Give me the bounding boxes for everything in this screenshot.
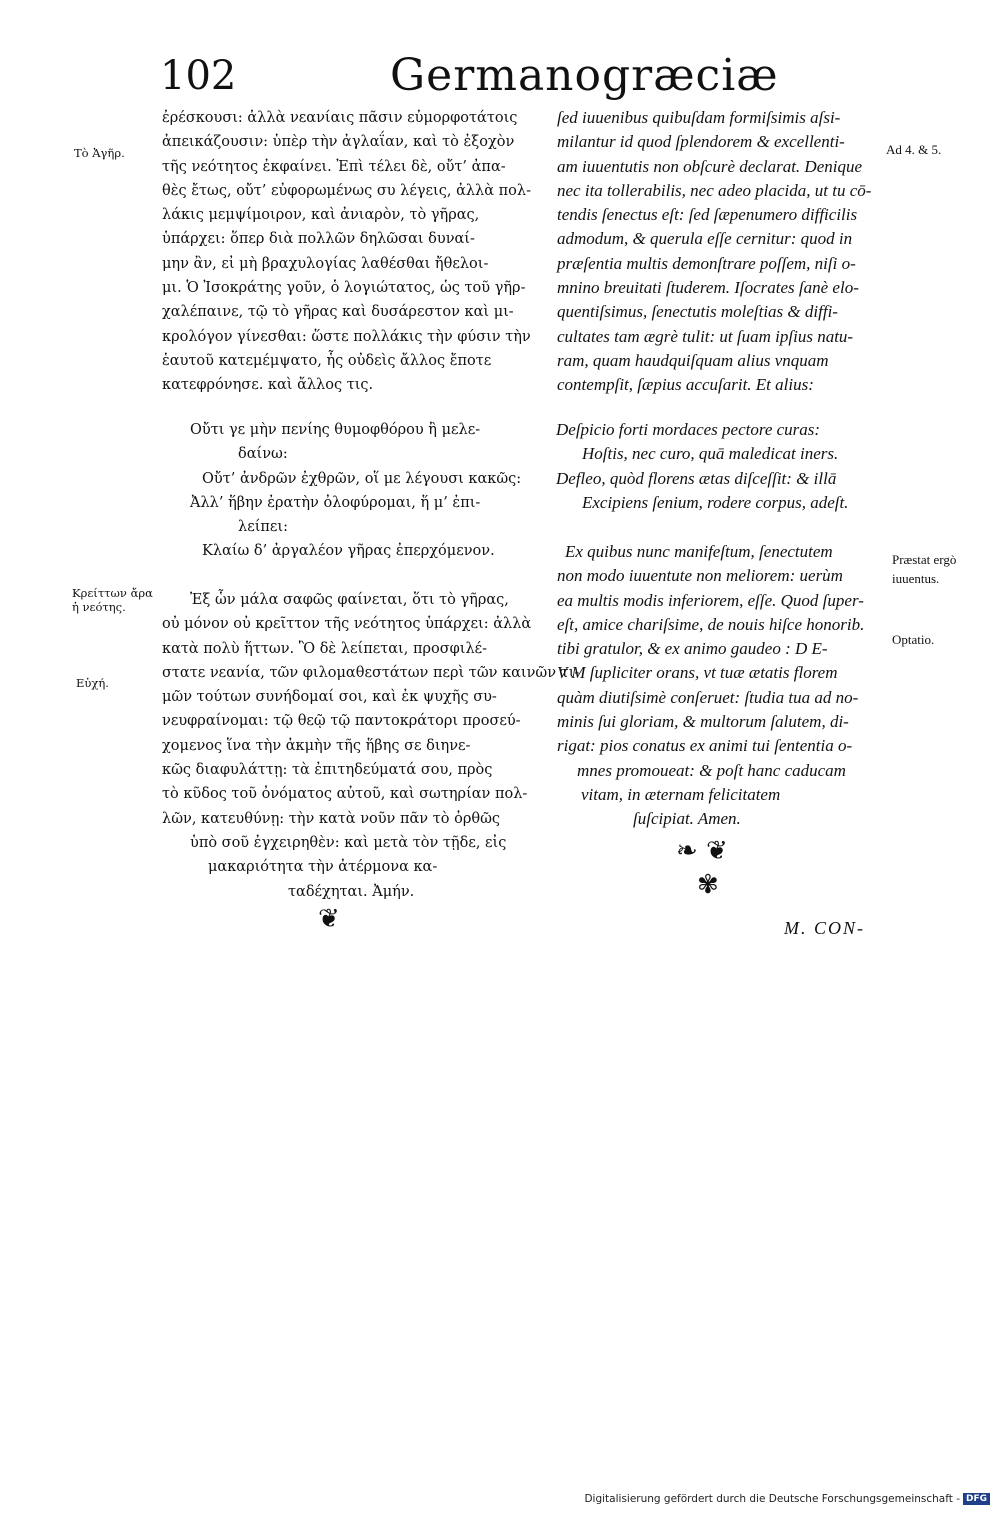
text-line: ſuſcipiat. Amen. [633,809,741,829]
verse-line: Κλαίω δ’ ἀργαλέον γῆρας ἐπερχόμενον. [202,543,495,560]
text-line: ὑπὸ σοῦ ἐγχειρηθὲν: καὶ μετὰ τὸν τῇδε, εἰς [190,834,507,851]
text-line: rigat: pios conatus ex animi tui ſententia o- [557,736,853,756]
text-line: μῶν τούτων συνήδομαί σοι, καὶ ἐκ ψυχῆς συ- [162,689,497,706]
text-line: τὸ κῦδος τοῦ ὀνόματος αὐτοῦ, καὶ σωτηρίαν πολ- [162,786,528,803]
verse-line: Οὔτι γε μὴν πενίης θυμοφθόρου ἢ μελε- [190,422,481,438]
text-line: θὲς ἔτως, οὔτ’ εὐφορωμένως συ λέγεις, ἀλλὰ πολ- [162,182,531,199]
text-line: κρολόγον γίνεσθαι: ὥστε πολλάκις τὴν φύσιν τὴν [162,328,531,345]
text-line: ἐρέσκουσι: ἀλλὰ νεανίαις πᾶσιν εὐμορφοτάτοις [162,110,518,126]
ornament-fleuron: ❧ ❦ [676,836,728,866]
verse-line: λείπει: [238,519,288,536]
margin-note-left-3: Εὐχή. [76,676,109,690]
text-line: χαλέπαινε, τῷ τὸ γῆρας καὶ δυσάρεστον καὶ μι- [162,304,514,321]
catchword: M. CON- [784,918,865,938]
latin-prose-2 [557,540,864,832]
footer-text: Digitalisierung gefördert durch die Deutsche Forschungsgemeinschaft - [584,1493,960,1505]
text-line: eſt, amice chariſsime, de nouis hiſce honorib. [557,614,865,634]
latin-prose-1 [557,106,871,398]
text-line: præſentia multis demonſtrare poſſem, niſi o- [557,253,856,273]
verse-line: Deſpicio forti mordaces pectore curas: [556,420,821,439]
verse-line: Hoſtis, nec curo, quā maledicat iners. [582,444,839,464]
text-line: μι. Ὁ Ἰσοκράτης γοῦν, ὁ λογιώτατος, ὡς τοῦ γῆρ- [162,280,526,297]
text-line: nec ita tollerabilis, nec adeo placida, ut tu cō- [557,180,872,200]
verse-line: Ἀλλ’ ἥβην ἐρατὴν ὀλοφύρομαι, ἥ μ’ ἐπι- [190,494,481,511]
text-line: minis ſui gloriam, & multorum ſalutem, di- [557,712,849,732]
text-line: ea multis modis inferiorem, eſſe. Quod ſuper- [557,590,864,610]
text-line: στατε νεανία, τῶν φιλομαθεστάτων περὶ τῶν καινῶν τι- [162,664,580,681]
text-line: milantur id quod ſplendorem & excellenti- [557,132,845,152]
text-line: ἀπεικάζουσιν: ὑπὲρ τὴν ἀγλαΐαν, καὶ τὸ ἐξοχὸν [162,134,515,151]
greek-verse [190,418,521,564]
text-line: ὑπάρχει: ὅπερ διὰ πολλῶν δηλῶσαι δυναί- [162,231,475,248]
text-line: Ἐξ ὧν μάλα σαφῶς φαίνεται, ὅτι τὸ γῆρας, [190,592,509,608]
margin-note-left-1: Τὸ Ἀγῆρ. [74,146,125,160]
digitization-footer [584,1493,990,1505]
text-line: Ex quibus nunc manifeſtum, ſenectutem [565,542,833,561]
margin-note-left-2: Κρείττων ἄρα ἡ νεότης. [72,586,153,614]
text-line: λῶν, κατευθύνῃ: τὴν κατὰ νοῦν πᾶν τὸ ὀρθῶς [162,810,501,827]
text-line: cultates tam ægrè tulit: ut ſuam ipſius natu- [557,326,854,346]
margin-note-right-1: Ad 4. & 5. [886,142,942,157]
text-line: τῆς νεότητος ἐκφαίνει. Ἐπὶ τέλει δὲ, οὔτ’ ἀπα- [162,158,506,175]
greek-prose-2 [162,588,579,904]
margin-note-right-2a: Præstat ergò [892,552,957,567]
margin-note-right-2b: iuuentus. [892,571,940,586]
text-line: μακαριότητα τὴν ἀτέρμονα κα- [208,859,438,876]
text-line: mnes promoueat: & poſt hanc caducam [577,760,846,780]
running-title: Germanogræciæ [390,50,779,101]
verse-line: Excipiens ſenium, rodere corpus, adeſt. [582,492,849,512]
text-line: κατεφρόνησε. καὶ ἄλλος τις. [162,377,374,394]
text-line: admodum, & querula eſſe cernitur: quod in [557,229,853,249]
text-line: mnino breuitati ſtuderem. Iſocrates ſanè elo- [557,278,859,298]
text-line: non modo iuuentute non meliorem: uerùm [557,566,843,586]
text-line: V M ſupliciter orans, vt tuæ ætatis florem [557,663,838,683]
text-line: κατὰ πολὺ ἥττων. Ὃ δὲ λείπεται, προσφιλέ- [162,640,488,657]
text-line: μην ἂν, εἰ μὴ βραχυλογίας λαθέσθαι ἤθελοι- [162,255,489,272]
ornament-fleuron: ✾ [697,870,719,900]
text-line: contempſit, ſæpius accuſarit. Et alius: [557,375,814,395]
text-line: quentiſsimus, ſenectutis moleſtias & diffi- [557,302,838,322]
text-line: tendis ſenectus eſt: ſed ſæpenumero difficilis [557,205,858,225]
ornament-fleuron: ❦ [318,904,340,934]
margin-note-right-3: Optatio. [892,632,935,647]
text-line: am iuuentutis non obſcurè declarat. Denique [557,156,863,176]
text-line: χομενος ἵνα τὴν ἀκμὴν τῆς ἥβης σε διηνε- [162,737,471,754]
verse-line: Defleo, quòd florens ætas diſceſſit: & illā [556,468,837,488]
verse-line: δαίνω: [238,446,288,463]
text-line: ταδέχηται. Ἀμήν. [288,883,415,900]
text-line: vitam, in æternam felicitatem [581,784,781,804]
latin-verse [556,418,848,515]
text-line: quàm diutiſsimè conſeruet: ſtudia tua ad no- [557,687,859,707]
text-line: νευφραίνομαι: τῷ θεῷ τῷ παντοκράτορι προσεύ- [162,713,521,730]
text-line: λάκις μεμψίμοιρον, καὶ ἀνιαρὸν, τὸ γῆρας, [162,207,480,224]
greek-prose-1 [162,106,531,398]
text-line: ἑαυτοῦ κατεμέμψατο, ἧς οὐδεὶς ἄλλος ἔποτε [162,352,492,369]
text-line: οὐ μόνον οὐ κρεῖττον τῆς νεότητος ὑπάρχει: ἀλλὰ [162,616,532,633]
text-line: tibi gratulor, & ex animo gaudeo : D E- [557,639,828,659]
dfg-logo: DFG [963,1493,990,1505]
text-line: κῶς διαφυλάττῃ: τὰ ἐπιτηδεύματά σου, πρὸς [162,762,493,779]
verse-line: Οὔτ’ ἀνδρῶν ἐχθρῶν, οἵ με λέγουσι κακῶς: [202,470,522,487]
text-line: ram, quam haudquiſquam alius vnquam [557,350,829,370]
text-line: ſed iuuenibus quibuſdam formiſsimis aſsi- [557,108,841,127]
page-number: 102 [160,53,237,99]
